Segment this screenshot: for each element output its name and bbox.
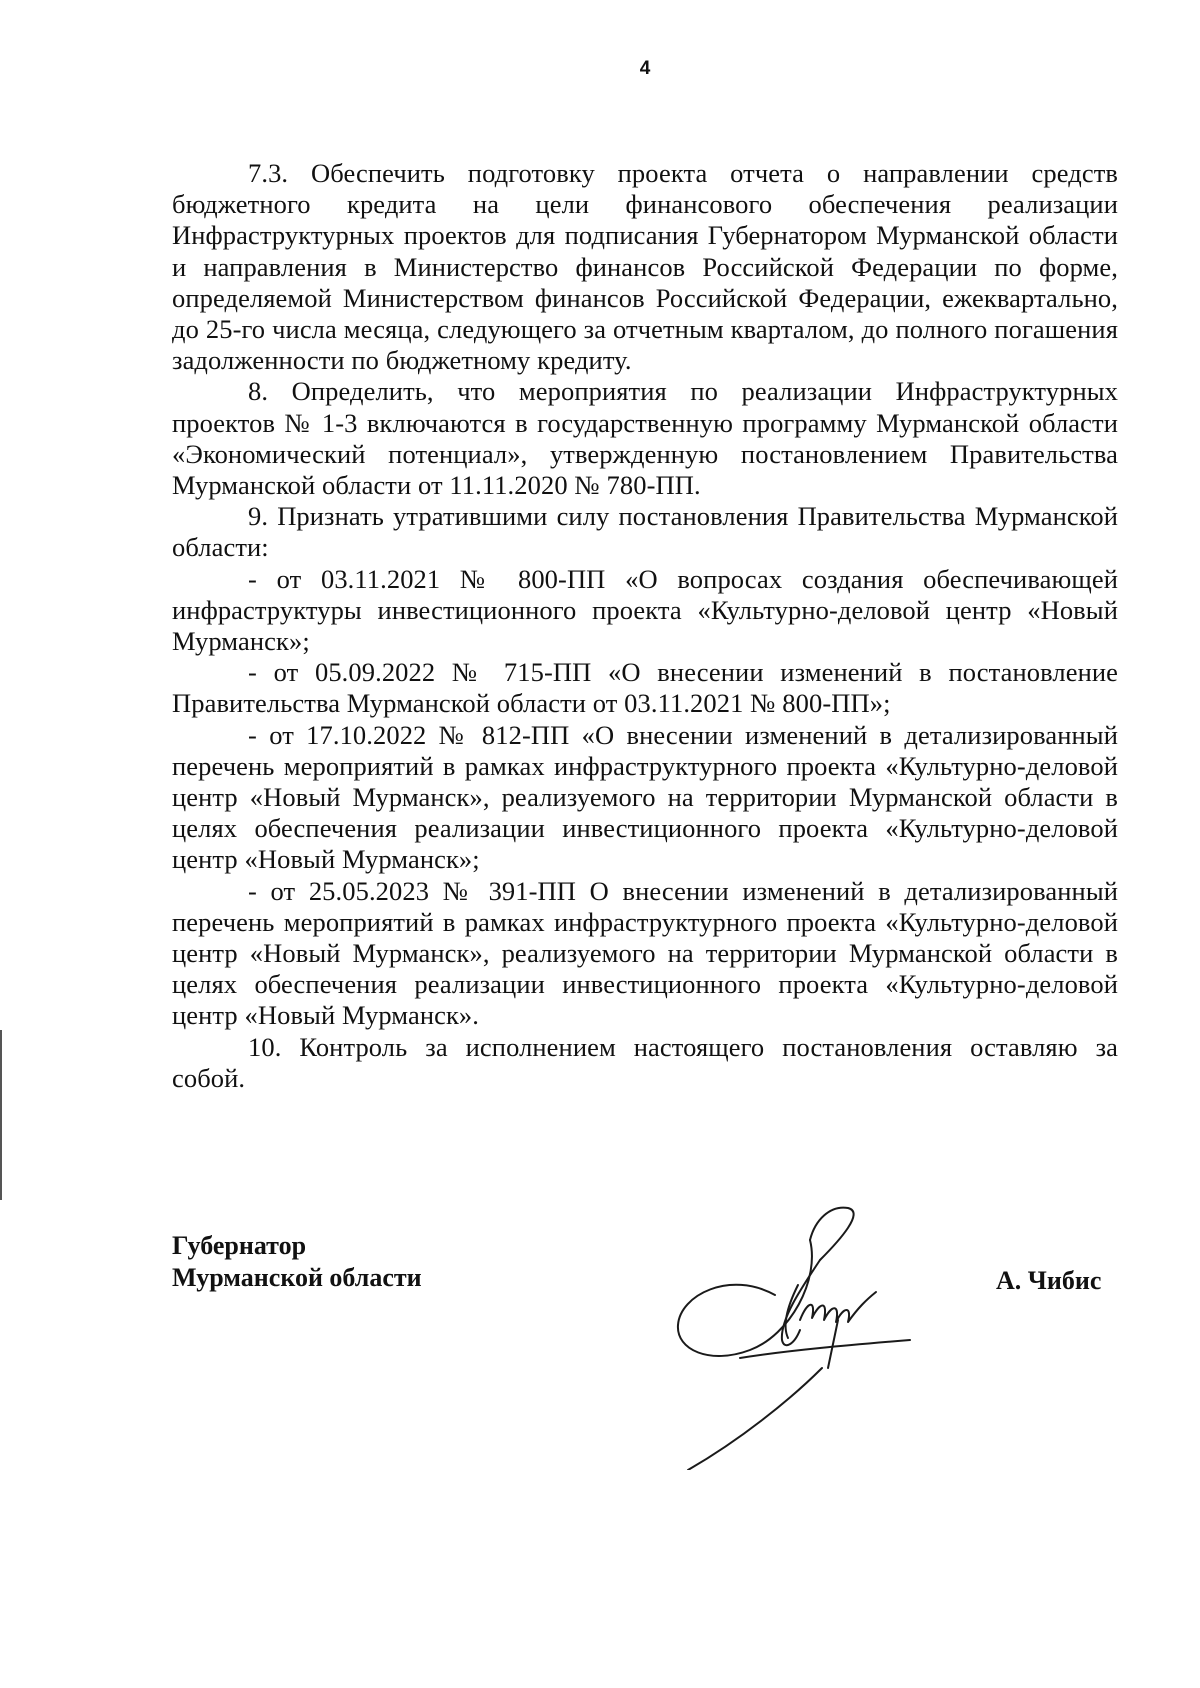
paragraph-8: 8. Определить, что мероприятия по реализации Инфраструктурных проектов № 1-3 включаются в государственную программу Мурманской области «Экономический потенциал», утвержденную постановлением Правительства Мурманской области от 11.11.2020 № 780-ПП. <box>172 376 1118 501</box>
signer-position-line-1: Губернатор <box>172 1231 307 1260</box>
paragraph-9-item-4: - от 25.05.2023 № 391-ПП О внесении изменений в детализированный перечень мероприятий в рамках инфраструктурного проекта «Культурно-деловой центр «Новый Мурманск», реализуемого на территории Мурманской области в целях обеспечения реализации инвестиционного проекта «Культурно-деловой центр «Новый Мурманск». <box>172 875 1118 1031</box>
scan-edge-mark <box>0 1030 2 1200</box>
signer-name: А. Чибис <box>996 1266 1102 1295</box>
paragraph-10: 10. Контроль за исполнением настоящего постановления оставляю за собой. <box>172 1031 1118 1093</box>
paragraph-9-item-2: - от 05.09.2022 № 715-ПП «О внесении изменений в постановление Правительства Мурманской области от 03.11.2021 № 800-ПП»; <box>172 657 1118 719</box>
paragraph-7-3: 7.3. Обеспечить подготовку проекта отчета о направлении средств бюджетного кредита на цели финансового обеспечения реализации Инфраструктурных проектов для подписания Губернатором Мурманской области и направления в Министерство финансов Российской Федерации по форме, определяемой Министерством финансов Российской Федерации, ежеквартально, до 25-го числа месяца, следующего за отчетным кварталом, до полного погашения задолженности по бюджетному кредиту. <box>172 158 1118 376</box>
paragraph-9-item-3: - от 17.10.2022 № 812-ПП «О внесении изменений в детализированный перечень мероприятий в рамках инфраструктурного проекта «Культурно-деловой центр «Новый Мурманск», реализуемого на территории Мурманской области в целях обеспечения реализации инвестиционного проекта «Культурно-деловой центр «Новый Мурманск»; <box>172 719 1118 875</box>
handwritten-signature <box>670 1200 960 1470</box>
signer-position-line-2: Мурманской области <box>172 1263 422 1292</box>
paragraph-9-item-1: - от 03.11.2021 № 800-ПП «О вопросах создания обеспечивающей инфраструктуры инвестиционного проекта «Культурно-деловой центр «Новый Мурманск»; <box>172 563 1118 657</box>
signer-position <box>172 1230 422 1294</box>
paragraph-9: 9. Признать утратившими силу постановления Правительства Мурманской области: <box>172 501 1118 563</box>
page-number: 4 <box>639 58 651 79</box>
document-body <box>172 158 1118 1094</box>
